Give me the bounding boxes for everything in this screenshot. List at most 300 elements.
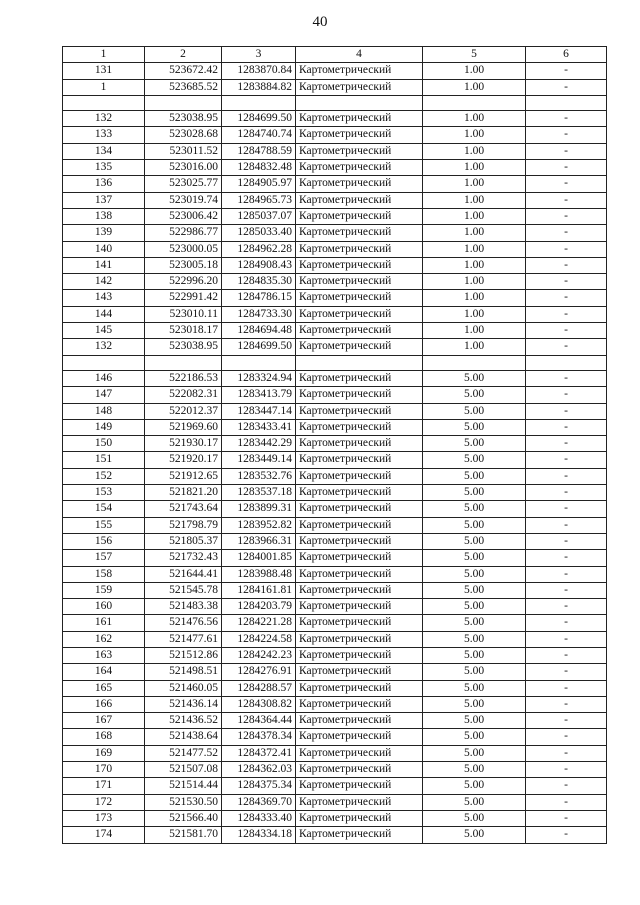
y-coordinate-cell: 1283413.79	[222, 387, 296, 403]
point-number-cell: 168	[63, 729, 145, 745]
y-coordinate-cell: 1284908.43	[222, 257, 296, 273]
note-cell: -	[526, 339, 607, 355]
y-coordinate-cell: 1284378.34	[222, 729, 296, 745]
y-coordinate-cell: 1283447.14	[222, 403, 296, 419]
table-row	[63, 208, 607, 224]
table-row	[63, 696, 607, 712]
note-cell: -	[526, 664, 607, 680]
x-coordinate-cell: 521436.14	[145, 696, 222, 712]
point-number-cell: 137	[63, 192, 145, 208]
accuracy-cell: 5.00	[423, 778, 526, 794]
x-coordinate-cell: 522986.77	[145, 225, 222, 241]
column-header-x: 2	[145, 47, 222, 63]
method-cell: Картометрический	[296, 79, 423, 95]
point-number-cell: 151	[63, 452, 145, 468]
x-coordinate-cell: 523005.18	[145, 257, 222, 273]
accuracy-cell: 5.00	[423, 517, 526, 533]
accuracy-cell: 5.00	[423, 615, 526, 631]
x-coordinate-cell: 521514.44	[145, 778, 222, 794]
method-cell: Картометрический	[296, 582, 423, 598]
y-coordinate-cell: 1284364.44	[222, 713, 296, 729]
y-coordinate-cell: 1284203.79	[222, 599, 296, 615]
y-coordinate-cell: 1284276.91	[222, 664, 296, 680]
note-cell: -	[526, 111, 607, 127]
accuracy-cell: 5.00	[423, 647, 526, 663]
accuracy-cell: 1.00	[423, 225, 526, 241]
y-coordinate-cell: 1284362.03	[222, 762, 296, 778]
accuracy-cell: 5.00	[423, 664, 526, 680]
column-header-note: 6	[526, 47, 607, 63]
accuracy-cell: 5.00	[423, 387, 526, 403]
accuracy-cell: 5.00	[423, 827, 526, 843]
table-row	[63, 517, 607, 533]
column-header-accuracy: 5	[423, 47, 526, 63]
table-row	[63, 485, 607, 501]
table-row	[63, 403, 607, 419]
method-cell: Картометрический	[296, 550, 423, 566]
point-number-cell: 132	[63, 111, 145, 127]
note-cell: -	[526, 729, 607, 745]
accuracy-cell: 5.00	[423, 550, 526, 566]
method-cell: Картометрический	[296, 452, 423, 468]
column-header-method: 4	[296, 47, 423, 63]
point-number-cell: 162	[63, 631, 145, 647]
note-cell: -	[526, 566, 607, 582]
method-cell: Картометрический	[296, 810, 423, 826]
x-coordinate-cell: 523019.74	[145, 192, 222, 208]
point-number-cell: 155	[63, 517, 145, 533]
point-number-cell: 1	[63, 79, 145, 95]
table-row	[63, 762, 607, 778]
accuracy-cell: 5.00	[423, 696, 526, 712]
y-coordinate-cell: 1284786.15	[222, 290, 296, 306]
accuracy-cell: 5.00	[423, 762, 526, 778]
y-coordinate-cell: 1284161.81	[222, 582, 296, 598]
accuracy-cell: 1.00	[423, 257, 526, 273]
y-coordinate-cell: 1284905.97	[222, 176, 296, 192]
y-coordinate-cell: 1283537.18	[222, 485, 296, 501]
accuracy-cell: 5.00	[423, 436, 526, 452]
point-number-cell: 159	[63, 582, 145, 598]
table-row	[63, 550, 607, 566]
y-coordinate-cell: 1283442.29	[222, 436, 296, 452]
table-header-row	[63, 47, 607, 63]
table-row	[63, 810, 607, 826]
note-cell: -	[526, 533, 607, 549]
point-number-cell: 174	[63, 827, 145, 843]
note-cell: -	[526, 436, 607, 452]
table-row	[63, 306, 607, 322]
point-number-cell: 170	[63, 762, 145, 778]
y-coordinate-cell: 1284965.73	[222, 192, 296, 208]
point-number-cell: 144	[63, 306, 145, 322]
accuracy-cell: 1.00	[423, 192, 526, 208]
table-row	[63, 192, 607, 208]
x-coordinate-cell: 521460.05	[145, 680, 222, 696]
method-cell: Картометрический	[296, 713, 423, 729]
method-cell: Картометрический	[296, 680, 423, 696]
point-number-cell: 142	[63, 274, 145, 290]
note-cell: -	[526, 208, 607, 224]
table-row	[63, 778, 607, 794]
point-number-cell: 172	[63, 794, 145, 810]
method-cell: Картометрический	[296, 745, 423, 761]
method-cell: Картометрический	[296, 176, 423, 192]
point-number-cell: 153	[63, 485, 145, 501]
y-coordinate-cell: 1284699.50	[222, 111, 296, 127]
accuracy-cell	[423, 355, 526, 370]
separator-row	[63, 355, 607, 370]
y-coordinate-cell: 1284369.70	[222, 794, 296, 810]
table-row	[63, 631, 607, 647]
table-row	[63, 274, 607, 290]
note-cell: -	[526, 468, 607, 484]
table-row	[63, 533, 607, 549]
page-number: 40	[312, 14, 328, 30]
note-cell: -	[526, 387, 607, 403]
y-coordinate-cell: 1284288.57	[222, 680, 296, 696]
x-coordinate-cell: 521545.78	[145, 582, 222, 598]
note-cell: -	[526, 192, 607, 208]
x-coordinate-cell	[145, 355, 222, 370]
accuracy-cell: 1.00	[423, 79, 526, 95]
column-header-y: 3	[222, 47, 296, 63]
method-cell: Картометрический	[296, 696, 423, 712]
method-cell: Картометрический	[296, 778, 423, 794]
table-row	[63, 664, 607, 680]
note-cell: -	[526, 745, 607, 761]
method-cell: Картометрический	[296, 160, 423, 176]
y-coordinate-cell: 1284224.58	[222, 631, 296, 647]
y-coordinate-cell: 1285033.40	[222, 225, 296, 241]
y-coordinate-cell: 1283899.31	[222, 501, 296, 517]
x-coordinate-cell: 521498.51	[145, 664, 222, 680]
method-cell: Картометрический	[296, 664, 423, 680]
x-coordinate-cell: 523000.05	[145, 241, 222, 257]
x-coordinate-cell: 523028.68	[145, 127, 222, 143]
y-coordinate-cell: 1283324.94	[222, 370, 296, 386]
accuracy-cell: 1.00	[423, 143, 526, 159]
note-cell: -	[526, 713, 607, 729]
point-number-cell: 143	[63, 290, 145, 306]
method-cell: Картометрический	[296, 274, 423, 290]
method-cell: Картометрический	[296, 225, 423, 241]
table-row	[63, 436, 607, 452]
table-row	[63, 257, 607, 273]
note-cell: -	[526, 403, 607, 419]
table-row	[63, 615, 607, 631]
y-coordinate-cell: 1283433.41	[222, 419, 296, 435]
y-coordinate-cell: 1283952.82	[222, 517, 296, 533]
y-coordinate-cell: 1284333.40	[222, 810, 296, 826]
accuracy-cell: 5.00	[423, 566, 526, 582]
y-coordinate-cell: 1284372.41	[222, 745, 296, 761]
table-row	[63, 79, 607, 95]
table-row	[63, 794, 607, 810]
y-coordinate-cell: 1285037.07	[222, 208, 296, 224]
table-row	[63, 290, 607, 306]
accuracy-cell: 5.00	[423, 599, 526, 615]
y-coordinate-cell: 1283870.84	[222, 63, 296, 79]
accuracy-cell: 1.00	[423, 176, 526, 192]
point-number-cell: 163	[63, 647, 145, 663]
accuracy-cell: 5.00	[423, 713, 526, 729]
point-number-cell: 131	[63, 63, 145, 79]
note-cell: -	[526, 501, 607, 517]
table-row	[63, 452, 607, 468]
method-cell: Картометрический	[296, 290, 423, 306]
note-cell	[526, 95, 607, 110]
table-row	[63, 566, 607, 582]
point-number-cell: 166	[63, 696, 145, 712]
x-coordinate-cell: 521507.08	[145, 762, 222, 778]
method-cell: Картометрический	[296, 599, 423, 615]
accuracy-cell: 5.00	[423, 419, 526, 435]
x-coordinate-cell: 523038.95	[145, 339, 222, 355]
point-number-cell: 152	[63, 468, 145, 484]
point-number-cell: 154	[63, 501, 145, 517]
accuracy-cell: 5.00	[423, 370, 526, 386]
method-cell: Картометрический	[296, 615, 423, 631]
accuracy-cell: 1.00	[423, 63, 526, 79]
note-cell: -	[526, 176, 607, 192]
x-coordinate-cell: 521512.86	[145, 647, 222, 663]
x-coordinate-cell: 521476.56	[145, 615, 222, 631]
y-coordinate-cell: 1284740.74	[222, 127, 296, 143]
note-cell	[526, 355, 607, 370]
accuracy-cell: 5.00	[423, 485, 526, 501]
method-cell: Картометрический	[296, 794, 423, 810]
point-number-cell: 169	[63, 745, 145, 761]
table-row	[63, 729, 607, 745]
note-cell: -	[526, 631, 607, 647]
y-coordinate-cell: 1283966.31	[222, 533, 296, 549]
point-number-cell	[63, 95, 145, 110]
table-row	[63, 713, 607, 729]
method-cell: Картометрический	[296, 517, 423, 533]
point-number-cell: 133	[63, 127, 145, 143]
y-coordinate-cell: 1283532.76	[222, 468, 296, 484]
note-cell: -	[526, 794, 607, 810]
y-coordinate-cell: 1284694.48	[222, 323, 296, 339]
x-coordinate-cell: 523672.42	[145, 63, 222, 79]
accuracy-cell: 1.00	[423, 111, 526, 127]
note-cell: -	[526, 778, 607, 794]
y-coordinate-cell: 1284962.28	[222, 241, 296, 257]
method-cell: Картометрический	[296, 192, 423, 208]
method-cell: Картометрический	[296, 647, 423, 663]
method-cell: Картометрический	[296, 468, 423, 484]
accuracy-cell: 1.00	[423, 127, 526, 143]
note-cell: -	[526, 225, 607, 241]
note-cell: -	[526, 452, 607, 468]
table-row	[63, 501, 607, 517]
method-cell: Картометрический	[296, 127, 423, 143]
y-coordinate-cell: 1284001.85	[222, 550, 296, 566]
table-row	[63, 680, 607, 696]
point-number-cell: 167	[63, 713, 145, 729]
table-row	[63, 827, 607, 843]
accuracy-cell: 1.00	[423, 323, 526, 339]
point-number-cell: 171	[63, 778, 145, 794]
x-coordinate-cell: 523006.42	[145, 208, 222, 224]
note-cell: -	[526, 127, 607, 143]
method-cell: Картометрический	[296, 63, 423, 79]
note-cell: -	[526, 290, 607, 306]
note-cell: -	[526, 485, 607, 501]
x-coordinate-cell: 521805.37	[145, 533, 222, 549]
note-cell: -	[526, 274, 607, 290]
point-number-cell: 164	[63, 664, 145, 680]
note-cell: -	[526, 257, 607, 273]
method-cell: Картометрический	[296, 403, 423, 419]
x-coordinate-cell: 522996.20	[145, 274, 222, 290]
note-cell: -	[526, 827, 607, 843]
method-cell: Картометрический	[296, 566, 423, 582]
x-coordinate-cell: 523010.11	[145, 306, 222, 322]
column-header-point: 1	[63, 47, 145, 63]
y-coordinate-cell: 1283449.14	[222, 452, 296, 468]
method-cell: Картометрический	[296, 306, 423, 322]
note-cell: -	[526, 143, 607, 159]
method-cell	[296, 95, 423, 110]
x-coordinate-cell: 521644.41	[145, 566, 222, 582]
accuracy-cell: 1.00	[423, 208, 526, 224]
table-row	[63, 225, 607, 241]
method-cell: Картометрический	[296, 323, 423, 339]
x-coordinate-cell: 521438.64	[145, 729, 222, 745]
point-number-cell: 141	[63, 257, 145, 273]
y-coordinate-cell: 1284221.28	[222, 615, 296, 631]
x-coordinate-cell: 521581.70	[145, 827, 222, 843]
point-number-cell: 173	[63, 810, 145, 826]
point-number-cell: 160	[63, 599, 145, 615]
table-row	[63, 176, 607, 192]
point-number-cell: 158	[63, 566, 145, 582]
point-number-cell: 136	[63, 176, 145, 192]
method-cell: Картометрический	[296, 143, 423, 159]
table-row	[63, 323, 607, 339]
accuracy-cell: 5.00	[423, 582, 526, 598]
note-cell: -	[526, 696, 607, 712]
method-cell: Картометрический	[296, 257, 423, 273]
method-cell: Картометрический	[296, 762, 423, 778]
point-number-cell: 139	[63, 225, 145, 241]
accuracy-cell: 1.00	[423, 306, 526, 322]
y-coordinate-cell: 1284699.50	[222, 339, 296, 355]
accuracy-cell: 5.00	[423, 403, 526, 419]
point-number-cell: 161	[63, 615, 145, 631]
note-cell: -	[526, 647, 607, 663]
accuracy-cell: 5.00	[423, 452, 526, 468]
table-row	[63, 419, 607, 435]
note-cell: -	[526, 306, 607, 322]
table-row	[63, 111, 607, 127]
separator-row	[63, 95, 607, 110]
x-coordinate-cell: 521530.50	[145, 794, 222, 810]
table-body	[63, 63, 607, 843]
x-coordinate-cell: 521732.43	[145, 550, 222, 566]
table-row	[63, 127, 607, 143]
x-coordinate-cell: 521477.52	[145, 745, 222, 761]
x-coordinate-cell: 521969.60	[145, 419, 222, 435]
x-coordinate-cell: 522012.37	[145, 403, 222, 419]
method-cell: Картометрический	[296, 339, 423, 355]
y-coordinate-cell: 1284334.18	[222, 827, 296, 843]
y-coordinate-cell: 1284835.30	[222, 274, 296, 290]
note-cell: -	[526, 323, 607, 339]
accuracy-cell: 1.00	[423, 160, 526, 176]
x-coordinate-cell: 521912.65	[145, 468, 222, 484]
y-coordinate-cell: 1283988.48	[222, 566, 296, 582]
accuracy-cell: 5.00	[423, 501, 526, 517]
point-number-cell: 140	[63, 241, 145, 257]
method-cell: Картометрический	[296, 241, 423, 257]
x-coordinate-cell: 521743.64	[145, 501, 222, 517]
accuracy-cell	[423, 95, 526, 110]
x-coordinate-cell	[145, 95, 222, 110]
table-row	[63, 370, 607, 386]
method-cell: Картометрический	[296, 501, 423, 517]
point-number-cell: 147	[63, 387, 145, 403]
note-cell: -	[526, 810, 607, 826]
x-coordinate-cell: 522082.31	[145, 387, 222, 403]
y-coordinate-cell: 1284832.48	[222, 160, 296, 176]
note-cell: -	[526, 160, 607, 176]
point-number-cell: 149	[63, 419, 145, 435]
method-cell: Картометрический	[296, 485, 423, 501]
table-row	[63, 143, 607, 159]
accuracy-cell: 1.00	[423, 290, 526, 306]
accuracy-cell: 5.00	[423, 745, 526, 761]
point-number-cell: 156	[63, 533, 145, 549]
table-row	[63, 582, 607, 598]
accuracy-cell: 5.00	[423, 810, 526, 826]
method-cell: Картометрический	[296, 533, 423, 549]
x-coordinate-cell: 523685.52	[145, 79, 222, 95]
point-number-cell: 138	[63, 208, 145, 224]
table-row	[63, 387, 607, 403]
table-row	[63, 647, 607, 663]
x-coordinate-cell: 522186.53	[145, 370, 222, 386]
x-coordinate-cell: 523038.95	[145, 111, 222, 127]
x-coordinate-cell: 521483.38	[145, 599, 222, 615]
table-row	[63, 339, 607, 355]
x-coordinate-cell: 523011.52	[145, 143, 222, 159]
table-row	[63, 468, 607, 484]
x-coordinate-cell: 523025.77	[145, 176, 222, 192]
note-cell: -	[526, 550, 607, 566]
point-number-cell: 165	[63, 680, 145, 696]
note-cell: -	[526, 599, 607, 615]
point-number-cell: 145	[63, 323, 145, 339]
method-cell: Картометрический	[296, 729, 423, 745]
note-cell: -	[526, 79, 607, 95]
y-coordinate-cell: 1284242.23	[222, 647, 296, 663]
x-coordinate-cell: 521436.52	[145, 713, 222, 729]
accuracy-cell: 5.00	[423, 468, 526, 484]
y-coordinate-cell: 1283884.82	[222, 79, 296, 95]
table-row	[63, 160, 607, 176]
accuracy-cell: 5.00	[423, 533, 526, 549]
y-coordinate-cell: 1284308.82	[222, 696, 296, 712]
y-coordinate-cell	[222, 355, 296, 370]
y-coordinate-cell: 1284788.59	[222, 143, 296, 159]
accuracy-cell: 1.00	[423, 339, 526, 355]
point-number-cell: 157	[63, 550, 145, 566]
accuracy-cell: 1.00	[423, 241, 526, 257]
point-number-cell: 132	[63, 339, 145, 355]
